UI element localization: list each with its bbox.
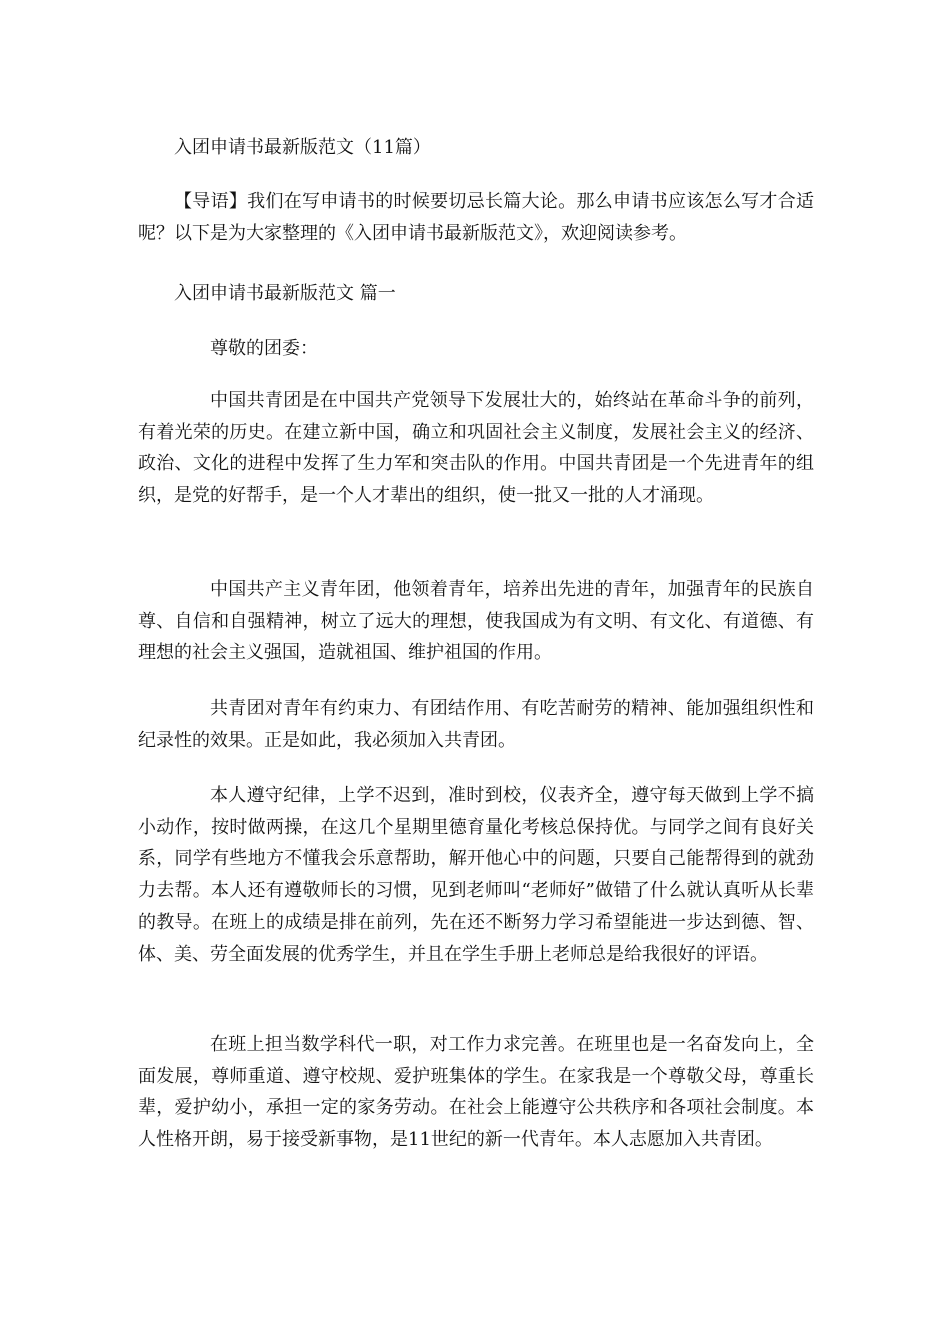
body-paragraph-4: 本人遵守纪律，上学不迟到，准时到校，仪表齐全，遵守每天做到上学不搞小动作，按时做两操，在这几个星期里德育量化考核总保持优。与同学之间有良好关系，同学有些地方不懂我会乐意帮助，解开他心中的问题，只要自己能帮得到的就劲力去帮。本人还有遵敬师长的习惯，见到老师叫“老师好”做错了什么就认真听从长辈的教导。在班上的成绩是排在前列，先在还不断努力学习希望能进一步达到德、智、体、美、劳全面发展的优秀学生，并且在学生手册上老师总是给我很好的评语。: [138, 785, 814, 965]
body-paragraph-3: 共青团对青年有约束力、有团结作用、有吃苦耐劳的精神、能加强组织性和纪录性的效果。正是如此，我必须加入共青团。: [138, 698, 814, 751]
section-heading: 入团申请书最新版范文 篇一: [174, 283, 396, 304]
body-paragraph-1: 中国共青团是在中国共产党领导下发展壮大的，始终站在革命斗争的前列，有着光荣的历史。在建立新中国，确立和巩固社会主义制度，发展社会主义的经济、政治、文化的进程中发挥了生力军和突击队的作用。中国共青团是一个先进青年的组织，是党的好帮手，是一个人才辈出的组织，使一批又一批的人才涌现。: [138, 390, 814, 507]
salutation: 尊敬的团委：: [210, 338, 318, 359]
body-paragraph-5: 在班上担当数学科代一职，对工作力求完善。在班里也是一名奋发向上，全面发展，尊师重道、遵守校规、爱护班集体的学生。在家我是一个尊敬父母，尊重长辈，爱护幼小，承担一定的家务劳动。在社会上能遵守公共秩序和各项社会制度。本人性格开朗，易于接受新事物，是11世纪的新一代青年。本人志愿加入共青团。: [138, 1034, 814, 1151]
document-title: 入团申请书最新版范文（11篇）: [174, 137, 431, 158]
intro-paragraph: 【导语】我们在写申请书的时候要切忌长篇大论。那么申请书应该怎么写才合适呢？以下是为大家整理的《入团申请书最新版范文》，欢迎阅读参考。: [138, 191, 814, 244]
body-paragraph-2: 中国共产主义青年团，他领着青年，培养出先进的青年，加强青年的民族自尊、自信和自强精神，树立了远大的理想，使我国成为有文明、有文化、有道德、有理想的社会主义强国，造就祖国、维护祖国的作用。: [138, 579, 814, 664]
